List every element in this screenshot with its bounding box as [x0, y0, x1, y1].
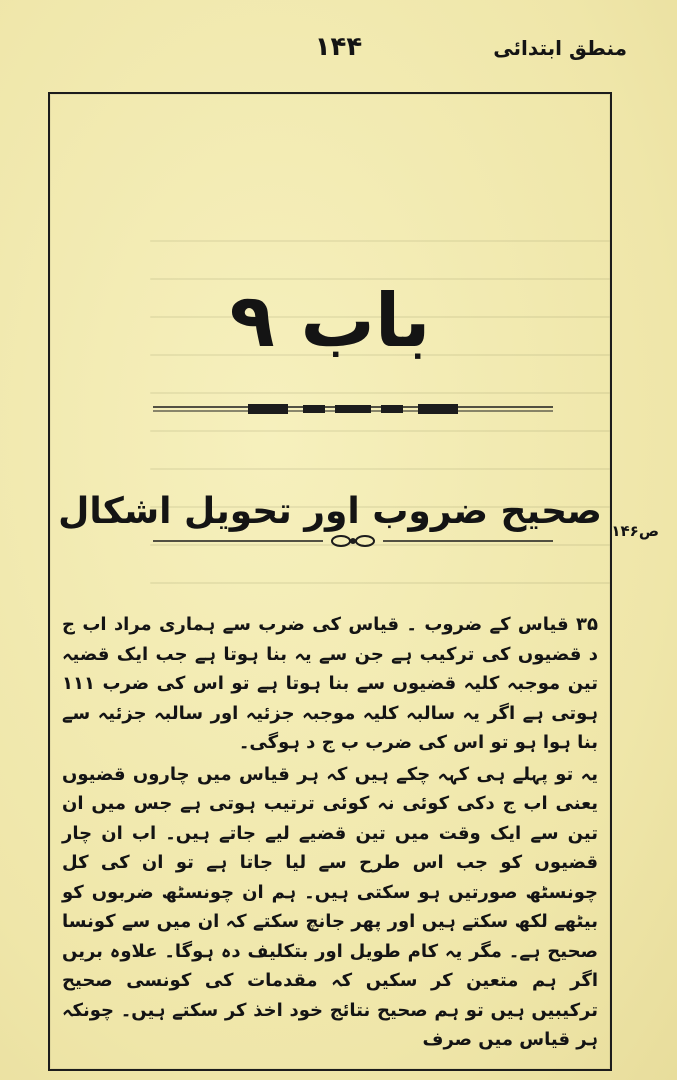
chapter-heading: باب ۹	[229, 278, 431, 364]
margin-reference: ص۱۴۶	[611, 522, 659, 540]
ornamental-rule-bottom	[153, 534, 553, 548]
page-number: ۱۴۴	[314, 32, 363, 62]
ornamental-rule-top	[153, 402, 553, 416]
page-frame	[48, 92, 612, 1071]
page-header	[40, 32, 637, 72]
chapter-subtitle: صحیح ضروب اور تحویل اشکال	[58, 491, 602, 532]
body-text	[62, 610, 598, 1057]
paragraph-1: ۳۵ قیاس کے ضروب ۔ قیاس کی ضرب سے ہماری مراد اب ج د قضیوں کی ترکیب ہے جن سے یہ بنا ہوتا ہے جب ایک قضیہ تین موجبہ کلیہ قضیوں سے بنا ہوتا ہے تو اس کی ضرب ۱۱۱ ہوتی ہے اگر یہ سالبہ کلیہ موجبہ جزئیہ اور سالبہ جزئیہ سے بنا ہوا ہو تو اس کی ضرب ب ج د ہوگی۔	[62, 614, 598, 753]
paragraph-2: یہ تو پہلے ہی کہہ چکے ہیں کہ ہر قیاس میں چاروں قضیوں یعنی اب ج دکی کوئی نہ کوئی ترتیب ہوتی ہے جس میں ان تین سے ایک وقت میں تین قضیے لیے جاتے ہیں۔ اب ان چار قضیوں کو جب اس طرح سے لیا جاتا ہے تو ان کی کل چونسٹھ صورتیں ہو سکتی ہیں۔ ہم ان چونسٹھ ضربوں کو بیٹھے لکھ سکتے ہیں اور پھر جانچ سکتے کہ ان میں سے کونسا صحیح ہے۔ مگر یہ کام طویل اور بتکلیف دہ ہوگا۔ علاوہ بریں اگر ہم متعین کر سکیں کہ مقدمات کی کونسی صحیح ترکیبیں ہیں تو ہم صحیح نتائج خود اخذ کر سکتے ہیں۔ چونکہ ہر قیاس میں صرف	[62, 763, 598, 1050]
running-head: منطق ابتدائی	[493, 36, 627, 60]
